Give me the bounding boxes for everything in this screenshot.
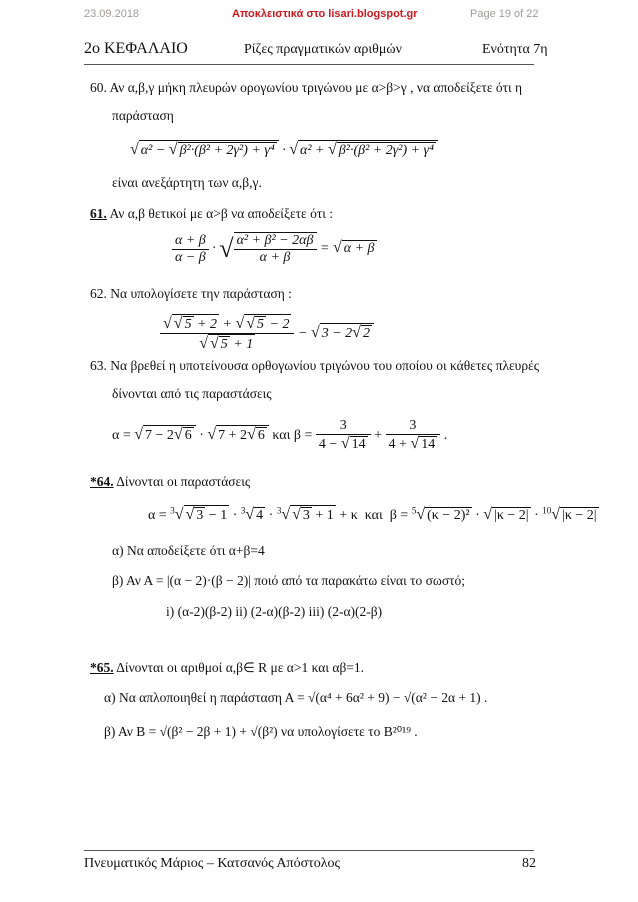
exercise-64-options: i) (α-2)(β-2) ii) (2-α)(β-2) iii) (2-α)(2-β) [166,604,383,619]
exercise-65-number: *65. [90,660,114,675]
page-counter: Page 19 of 22 [470,8,539,20]
exercise-61-statement: Αν α,β θετικοί με α>β να αποδείξετε ότι : [106,206,334,221]
chapter-label: 2ο ΚΕΦΑΛΑΙΟ [84,40,188,57]
exercise-65-text [90,660,364,676]
exercise-64-formula: α = $^3$√ √ 3 − 1 · $^3$√ 4 · $^3$√ √ 3 + 1 + κ και β = $^5$√ (κ − 2)² · √ |κ − 2| · $^{10}$√ |κ − 2| [148,505,597,523]
exercise-65-statement: Δίνονται οι αριθμοί α,β∈ R με α>1 και αβ=1. [113,660,365,675]
exercise-63-text: 63. Να βρεθεί η υποτείνουσα ορθογωνίου τριγώνου του οποίου οι κάθετες πλευρές [90,358,540,373]
exercise-64-number: *64. [90,474,114,489]
footer-rule [84,850,534,851]
exercise-62-formula: $\frac{√ √ 5 + 2 + √ √ 5 - 2}{√ √ 5 + 1}$ − √ 3 − 2√ 2 [160,314,374,354]
exercise-64-part-b: β) Αν Α = |(α − 2)·(β − 2)| ποιό από τα παρακάτω είναι το σωστό; [112,573,466,588]
exercise-61-number: 61. [90,206,107,221]
print-date: 23.09.2018 [84,8,140,20]
exercise-65-part-a: α) Να απλοποιηθεί η παράσταση Α = √(α⁴ + 6α² + 9) − √(α² − 2α + 1) . [104,690,488,705]
exercise-65-part-b: β) Αν Β = √(β² − 2β + 1) + √(β²) να υπολογίσετε το B²⁰¹⁹ . [104,724,418,739]
exercise-64-text [90,474,250,490]
footer-authors: Πνευματικός Μάριος – Κατσανός Απόστολος [84,856,341,871]
exercise-60-text-cont: παράσταση [112,108,174,123]
exercise-62-text: 62. Να υπολογίσετε την παράσταση : [90,286,292,301]
header-rule [84,64,534,65]
page-title: Ρίζες πραγματικών αριθμών [244,42,402,57]
exercise-64-statement: Δίνονται οι παραστάσεις [113,474,251,489]
footer-page-number: 82 [522,856,536,871]
exercise-64-part-a: α) Να αποδείξετε ότι α+β=4 [112,543,265,558]
exercise-61-formula: $\frac{\alpha + \beta}{\alpha - \beta}$ · √ $\frac{\text{α² + β² − 2αβ}}{\alpha + \beta}$ = √ α + β [172,232,377,266]
exercise-60-formula: √ α² − √ β²·(β² + 2γ²) + γ⁴ · √ α² + √ β²·(β² + 2γ²) + γ⁴ [130,140,438,159]
exercise-61-text [90,206,333,222]
exercise-60-text-end: είναι ανεξάρτητη των α,β,γ. [112,175,262,190]
exercise-63-text-cont: δίνονται από τις παραστάσεις [112,386,272,401]
unit-label: Ενότητα 7η [482,42,548,57]
exercise-63-formula: α = √ 7 − 2√ 6 · √ 7 + 2√ 6 και β = $\frac{3}{4 - √ 14}$ + $\frac{3}{4 + √ 14}$ . [112,418,448,452]
site-link[interactable]: Αποκλειστικά στο lisari.blogspot.gr [232,8,418,20]
exercise-60-text: 60. Αν α,β,γ μήκη πλευρών ορογωνίου τριγώνου με α>β>γ , να αποδείξετε ότι η [90,80,523,95]
